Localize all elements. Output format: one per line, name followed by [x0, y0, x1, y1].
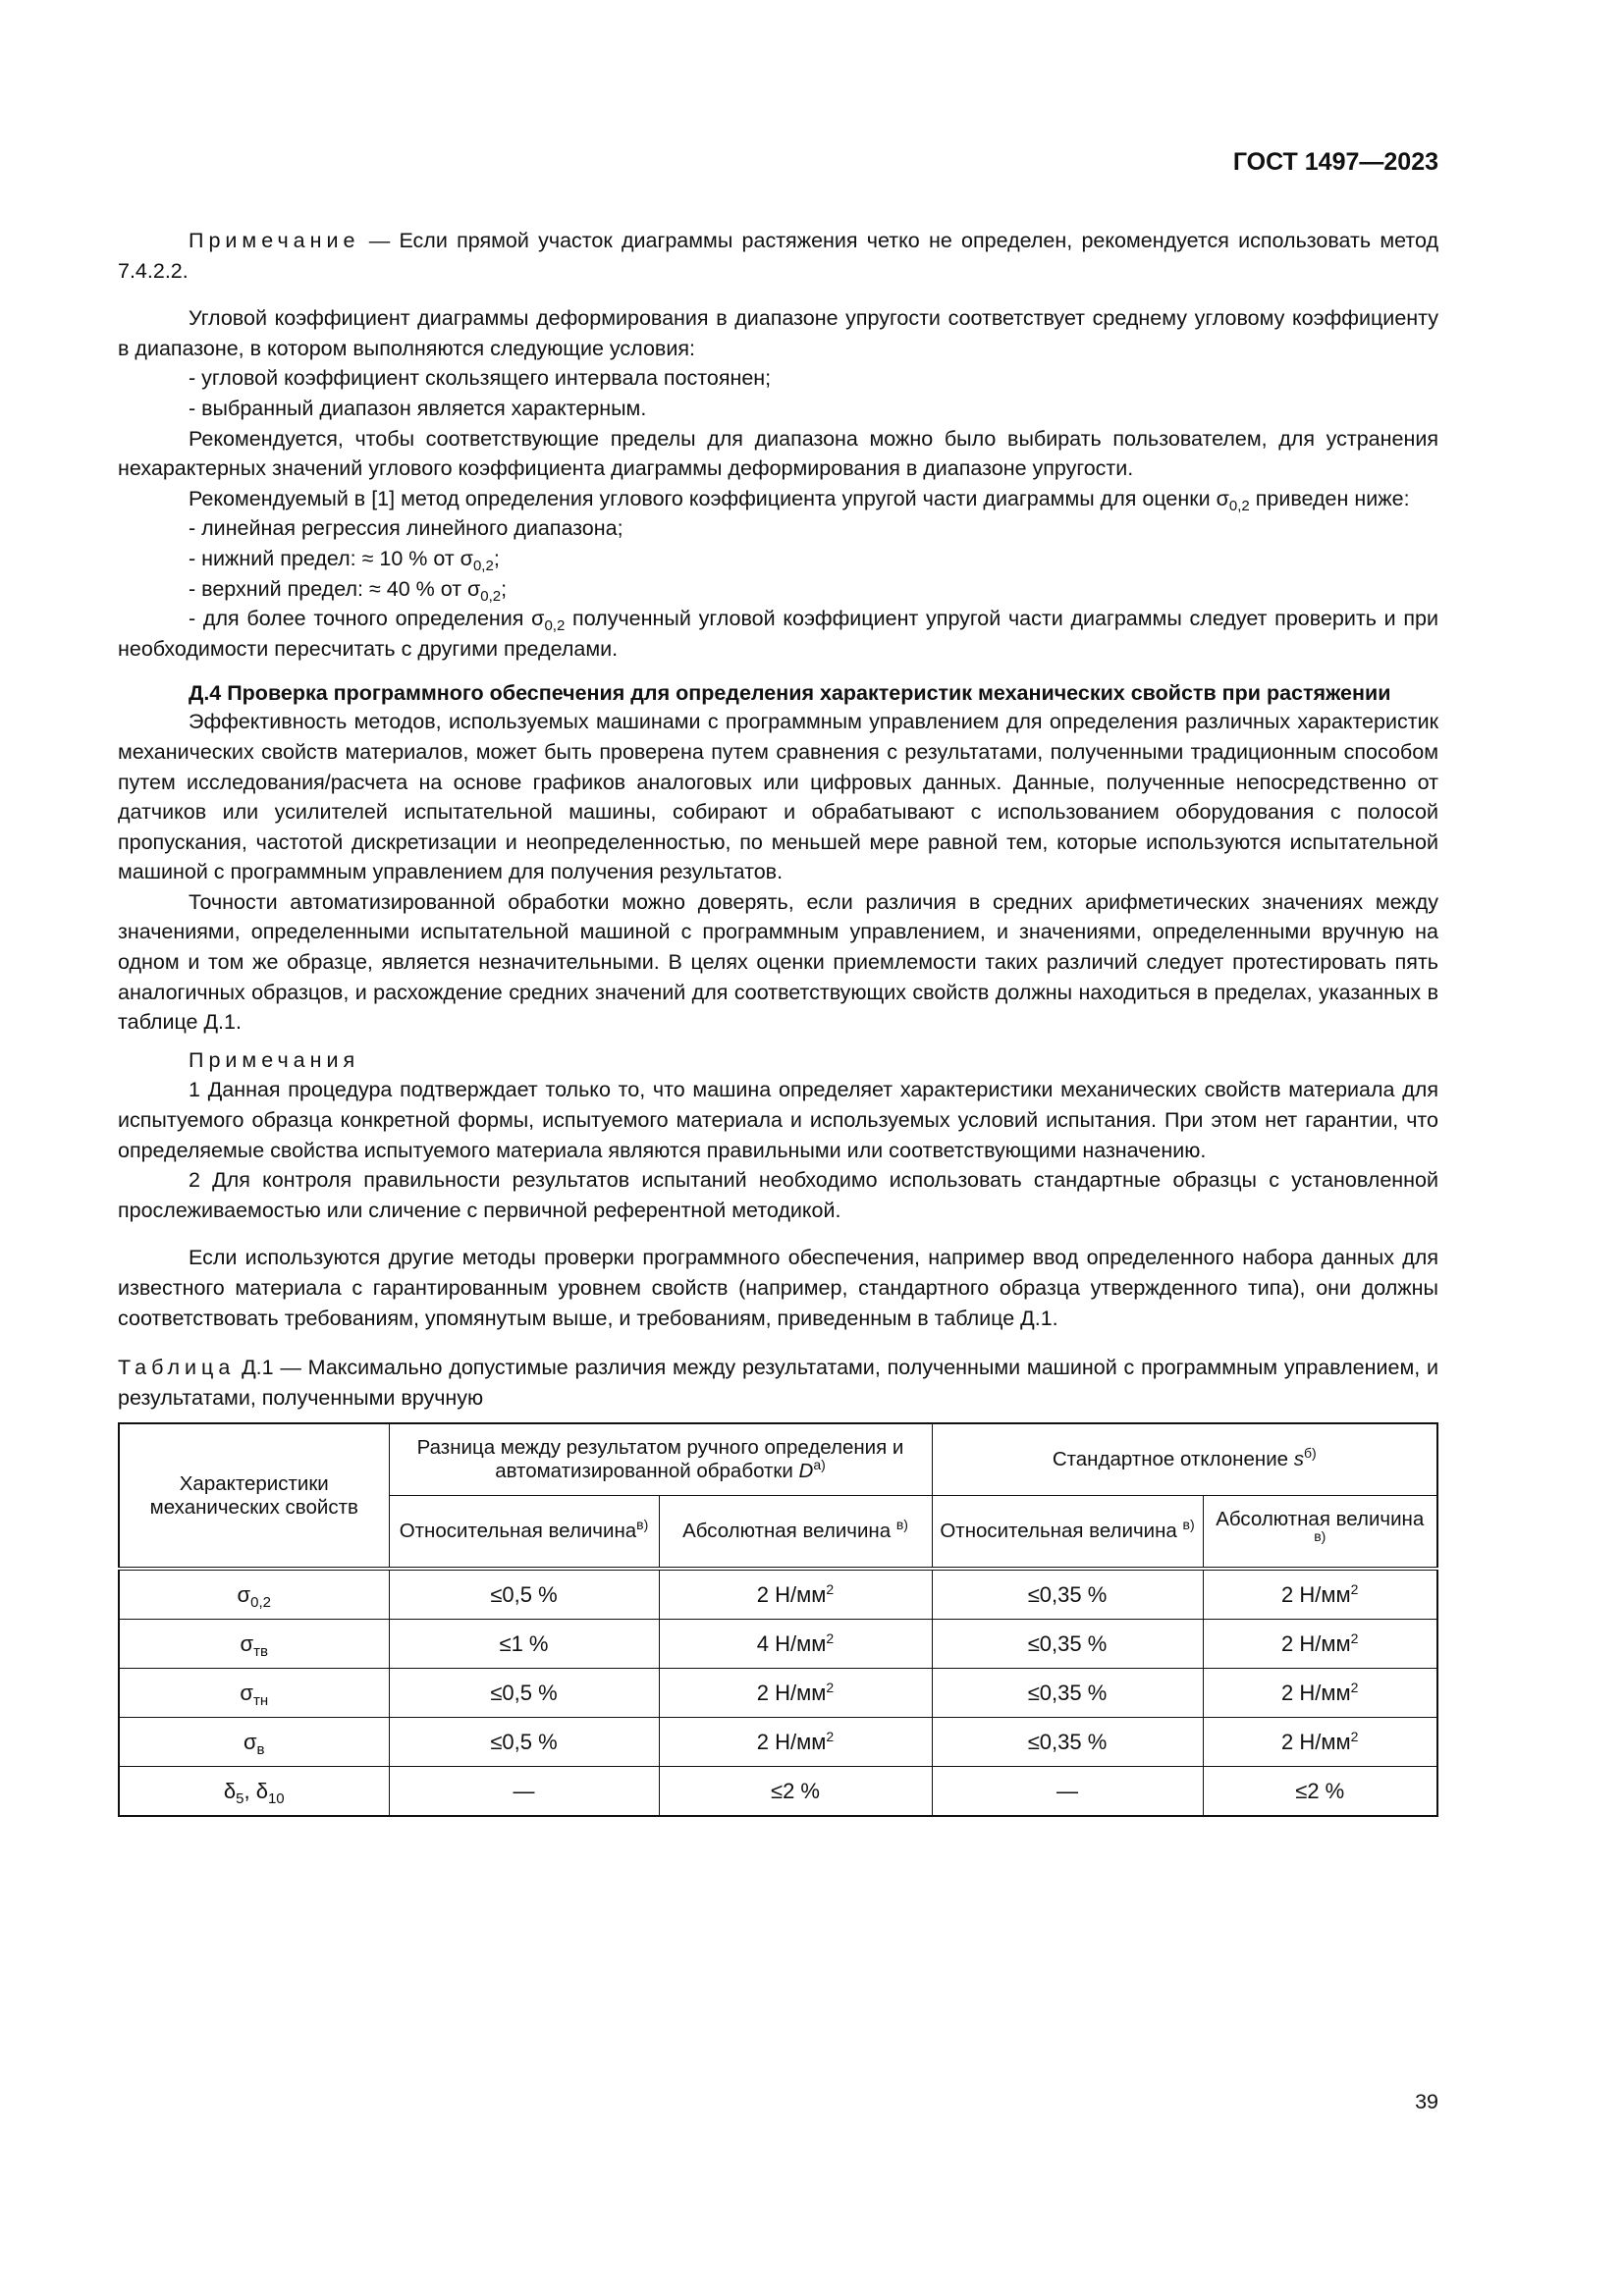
- property-cell: $\sigma_в$: [119, 1718, 389, 1767]
- property-cell: $\sigma_{тн}$: [119, 1669, 389, 1718]
- value-cell: ≤0,35 %: [932, 1620, 1203, 1669]
- property-cell: $\sigma_{тв}$: [119, 1620, 389, 1669]
- list-item: - для более точного определения $\sigma_{0,2}$ полученный угловой коэффициент упругой части диаграммы следует проверить и при необходимости пересчитать с другими пределами.: [118, 607, 1438, 661]
- notes-label: Примечания: [189, 1047, 360, 1072]
- note-item: 1 Данная процедура подтверждает только то, что машина определяет характеристики механических свойств материала для испытуемого образца конкретной формы, испытуемого материала и используемых условий испытания. При этом нет гарантии, что определяемые свойства испытуемого материала являются правильными или соответствующими назначению.: [118, 1078, 1438, 1162]
- property-cell: $\sigma_{0,2}$: [119, 1569, 389, 1620]
- header-std-deviation: Стандартное отклонение $s^{б)}$: [932, 1423, 1437, 1496]
- note-item: 2 Для контроля правильности результатов испытаний необходимо использовать стандартные образцы с установленной прослеживаемостью или сличение с первичной референтной методикой.: [118, 1168, 1438, 1222]
- value-cell: 2 $Н/мм^2$: [1203, 1569, 1437, 1620]
- value-cell: —: [389, 1767, 659, 1817]
- value-cell: ≤2 %: [1203, 1767, 1437, 1817]
- value-cell: ≤0,5 %: [389, 1669, 659, 1718]
- list-item: - угловой коэффициент скользящего интервала постоянен;: [189, 366, 772, 391]
- header-relative: Относительная величина $^{в)}$: [932, 1496, 1203, 1570]
- header-absolute: Абсолютная величина $^{в)}$: [659, 1496, 932, 1570]
- value-cell: ≤0,35 %: [932, 1669, 1203, 1718]
- value-cell: 4 $Н/мм^2$: [659, 1620, 932, 1669]
- value-cell: ≤0,35 %: [932, 1718, 1203, 1767]
- header-property: Характеристики механических свойств: [119, 1423, 389, 1569]
- value-cell: 2 $Н/мм^2$: [1203, 1620, 1437, 1669]
- value-cell: 2 $Н/мм^2$: [659, 1569, 932, 1620]
- tolerance-table: [118, 1422, 1438, 1817]
- table-row: [119, 1669, 1437, 1718]
- table-row: [119, 1620, 1437, 1669]
- section-heading: Д.4 Проверка программного обеспечения для определения характеристик механических свойств при растяжении: [189, 681, 1391, 706]
- paragraph: Рекомендуется, чтобы соответствующие пределы для диапазона можно было выбирать пользователем, для устранения нехарактерных значений углового коэффициента диаграммы деформирования в диапазоне упругости.: [118, 426, 1438, 481]
- page-content: [118, 226, 1438, 1817]
- list-item: - верхний предел: ≈ 40 % от $\sigma_{0,2}$;: [189, 576, 508, 605]
- value-cell: ≤1 %: [389, 1620, 659, 1669]
- page-number: 39: [1415, 2090, 1438, 2113]
- paragraph: Эффективность методов, используемых машинами с программным управлением для определения различных характеристик механических свойств материалов, может быть проверена путем сравнения с результатами, полученными традиционным способом путем исследования/расчета на основе графиков аналоговых или цифровых данных. Данные, полученные непосредственно от датчиков или усилителей испытательной машины, собирают и обрабатывают с использованием оборудования с полосой пропускания, частотой дискретизации и неопределенностью, по меньшей мере равной тем, которые используются испытательной машиной с программным управлением для получения результатов.: [118, 710, 1438, 884]
- value-cell: ≤0,35 %: [932, 1569, 1203, 1620]
- value-cell: 2 $Н/мм^2$: [659, 1718, 932, 1767]
- value-cell: —: [932, 1767, 1203, 1817]
- table-row: [119, 1569, 1437, 1620]
- paragraph: Если используются другие методы проверки программного обеспечения, например ввод определенного набора данных для известного материала с гарантированным уровнем свойств (например, стандартного образца утвержденного типа), они должны соответствовать требованиям, упомянутым выше, и требованиям, приведенным в таблице Д.1.: [118, 1246, 1438, 1330]
- table-row: [119, 1718, 1437, 1767]
- header-difference: Разница между результатом ручного определения и автоматизированной обработки $D^{а)}$: [389, 1423, 932, 1496]
- property-cell: $\delta_5$, $\delta_{10}$: [119, 1767, 389, 1817]
- paragraph: Точности автоматизированной обработки можно доверять, если различия в средних арифметических значениях между значениями, определенными испытательной машиной с программным управлением, и значениями, определенными вручную на одном и том же образце, является незначительными. В целях оценки приемлемости таких различий следует протестировать пять аналогичных образцов, и расхождение средних значений для соответствующих свойств должны находиться в пределах, указанных в таблице Д.1.: [118, 889, 1438, 1035]
- document-id: ГОСТ 1497—2023: [1232, 148, 1438, 176]
- value-cell: 2 $Н/мм^2$: [659, 1669, 932, 1718]
- header-relative: Относительная величина$^{в)}$: [389, 1496, 659, 1570]
- value-cell: ≤0,5 %: [389, 1718, 659, 1767]
- list-item: - нижний предел: ≈ 10 % от $\sigma_{0,2}$;: [189, 546, 500, 574]
- note: Примечание — Если прямой участок диаграммы растяжения четко не определен, рекомендуется использовать метод 7.4.2.2.: [118, 229, 1438, 283]
- header-absolute: Абсолютная величина $^{в)}$: [1203, 1496, 1437, 1570]
- list-item: - линейная регрессия линейного диапазона;: [189, 516, 623, 541]
- paragraph: Угловой коэффициент диаграммы деформирования в диапазоне упругости соответствует среднему угловому коэффициенту в диапазоне, в котором выполняются следующие условия:: [118, 306, 1438, 360]
- list-item: - выбранный диапазон является характерным.: [189, 396, 647, 420]
- table-row: [119, 1767, 1437, 1817]
- paragraph: Рекомендуемый в [1] метод определения углового коэффициента упругой части диаграммы для оценки $\sigma_{0,2}$ приведен ниже:: [189, 486, 1410, 514]
- table-caption: Таблица Д.1 — Максимально допустимые различия между результатами, полученными машиной с программным управлением, и результатами, полученными вручную: [118, 1356, 1438, 1410]
- value-cell: 2 $Н/мм^2$: [1203, 1669, 1437, 1718]
- value-cell: 2 $Н/мм^2$: [1203, 1718, 1437, 1767]
- value-cell: ≤2 %: [659, 1767, 932, 1817]
- value-cell: ≤0,5 %: [389, 1569, 659, 1620]
